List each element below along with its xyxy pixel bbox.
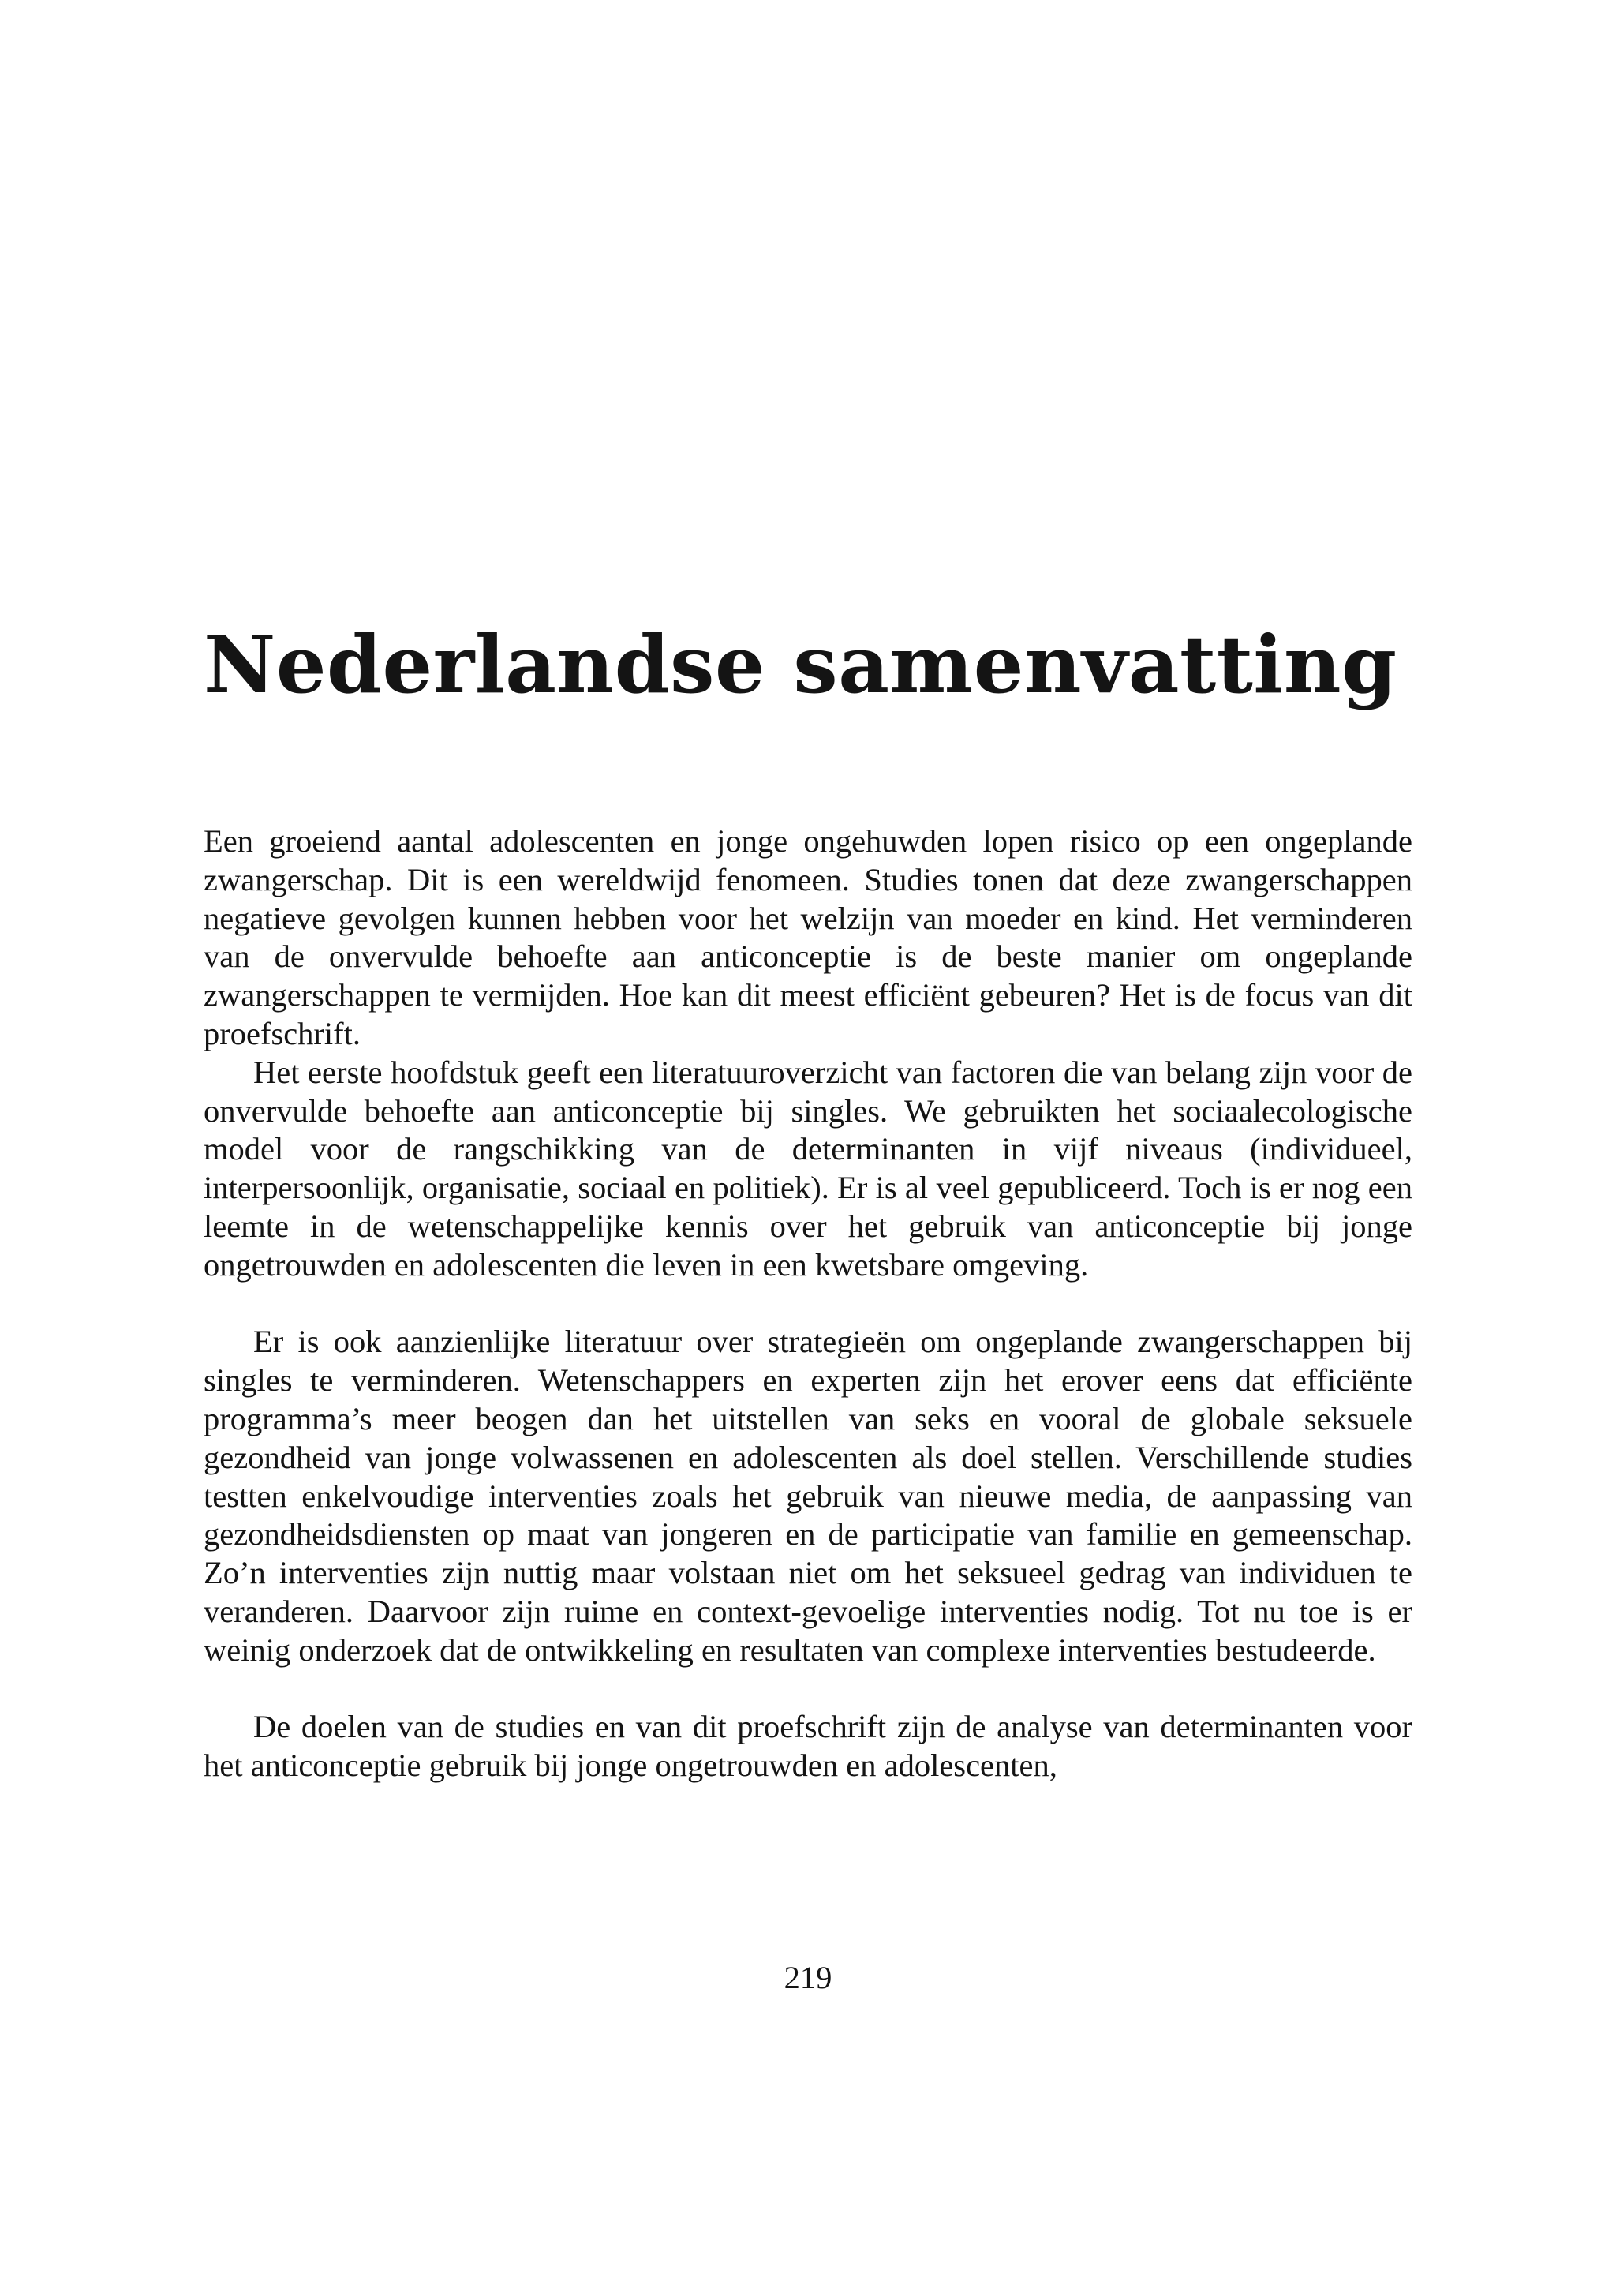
paragraph-chapter-one: Het eerste hoofdstuk geeft een literatuuroverzicht van factoren die van belang zijn voor de onvervulde behoefte aan anticonceptie bij singles. We gebruikten het sociaalecologische model voor de rangschikking van de determinanten in vijf niveaus (individueel, interpersoonlijk, organisatie, sociaal en politiek). Er is al veel gepubliceerd. Toch is er nog een leemte in de wetenschappelijke kennis over het gebruik van anticonceptie bij jonge ongetrouwden en adolescenten die leven in een kwetsbare omgeving. (204, 1054, 1412, 1283)
paragraph-strategies: Er is ook aanzienlijke literatuur over strategieën om ongeplande zwangerschappen bij singles te verminderen. Wetenschappers en experten zijn het erover eens dat efficiënte programma’s meer beogen dan het uitstellen van seks en vooral de globale seksuele gezondheid van jonge volwassenen en adolescenten als doel stellen. Verschillende studies testten enkelvoudige interventies zoals het gebruik van nieuwe media, de aanpassing van gezondheidsdiensten op maat van jongeren en de participatie van familie en gemeenschap. Zo’n interventies zijn nuttig maar volstaan niet om het seksueel gedrag van individuen te veranderen. Daarvoor zijn ruime en context-gevoelige interventies nodig. Tot nu toe is er weinig onderzoek dat de ontwikkeling en resultaten van complexe interventies bestudeerde. (204, 1324, 1412, 1668)
paragraph-intro: Een groeiend aantal adolescenten en jonge ongehuwden lopen risico op een ongeplande zwangerschap. Dit is een wereldwijd fenomeen. Studies tonen dat deze zwangerschappen negatieve gevolgen kunnen hebben voor het welzijn van moeder en kind. Het verminderen van de onvervulde behoefte aan anticonceptie is de beste manier om ongeplande zwangerschappen te vermijden. Hoe kan dit meest efficiënt gebeuren? Het is de focus van dit proefschrift. (204, 823, 1412, 1051)
paragraph-aims: De doelen van de studies en van dit proefschrift zijn de analyse van determinanten voor het anticonceptie gebruik bij jonge ongetrouwden en adolescenten, (204, 1709, 1412, 1784)
page-number: 219 (784, 1960, 832, 1995)
chapter-title: Nederlandse samenvatting (204, 618, 1397, 711)
body-text (204, 822, 1412, 1785)
